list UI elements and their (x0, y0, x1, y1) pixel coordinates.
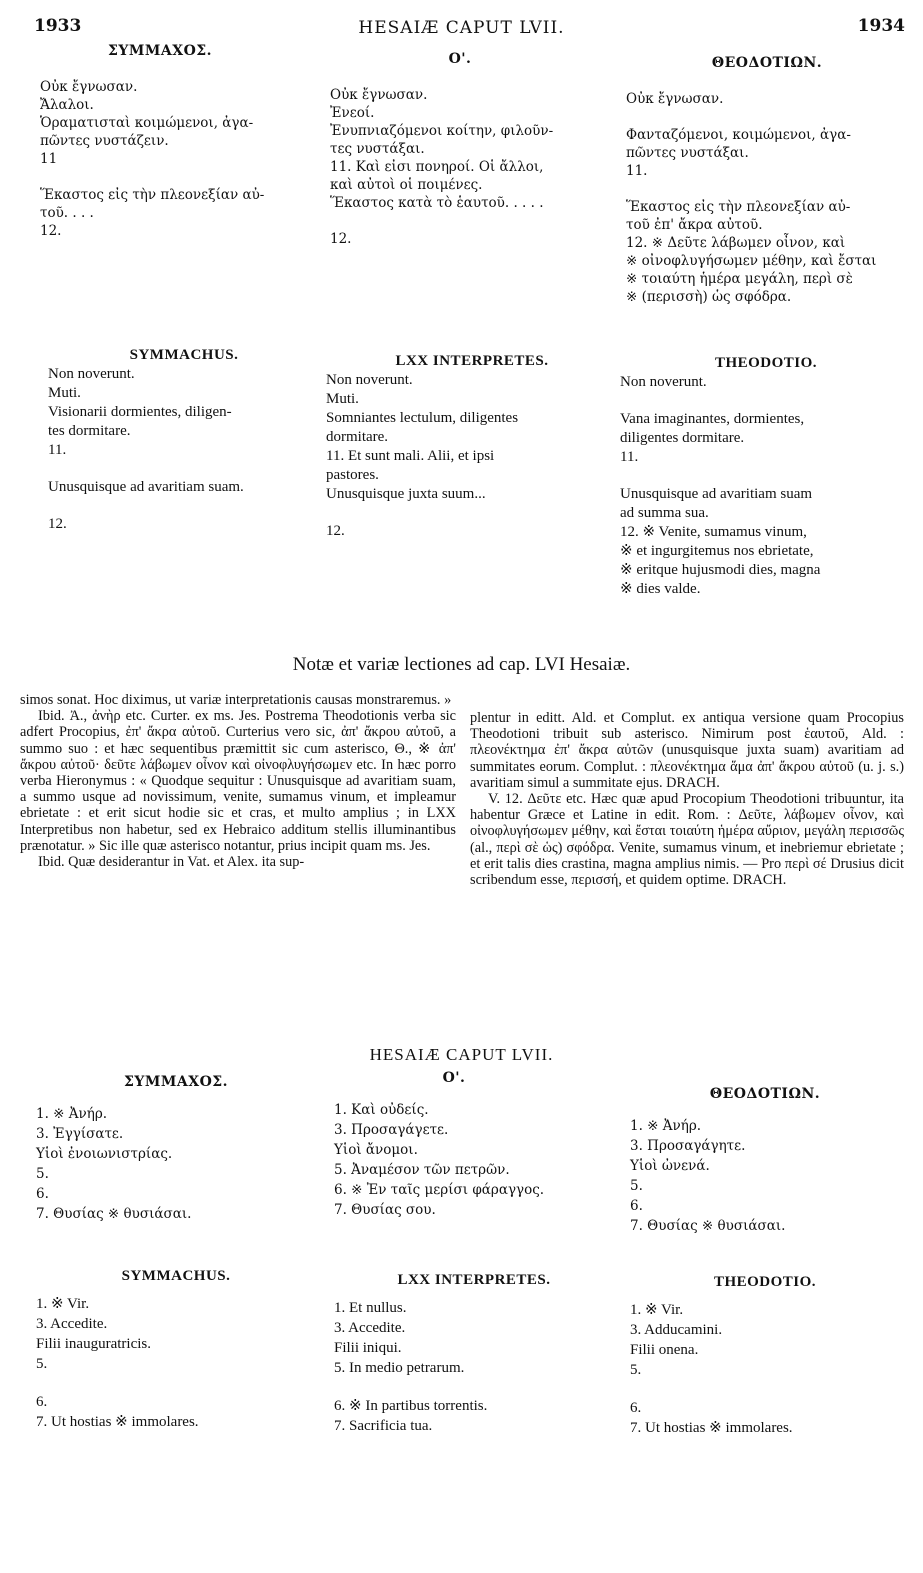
verse-lines (36, 1104, 316, 1224)
verse-line: 12. ※ Δεῦτε λάβωμεν οἶνον, καὶ (626, 235, 846, 251)
column-head: ΘΕΟΔΟΤΙΩΝ. (711, 55, 823, 71)
verse-line: 11. (48, 442, 67, 458)
verse-line: 12. ※ Venite, sumamus vinum, (620, 524, 807, 540)
verse-line: Οὐκ ἔγνωσαν. (626, 91, 724, 107)
verse-line: 6. (630, 1198, 643, 1214)
verse-line (620, 392, 912, 410)
column-head: SYMMACHUS. (121, 1268, 231, 1284)
verse-line: 1. Καὶ οὐδείς. (334, 1102, 429, 1118)
note-paragraphs (470, 710, 904, 888)
page-number-right: 1934 (857, 16, 905, 36)
verse-line (620, 467, 912, 485)
verse-line: τοῦ. . . . (40, 205, 94, 221)
verse-line: τες νυστάξαι. (330, 141, 425, 157)
verse-line: 12. (40, 223, 62, 239)
page-number-left: 1933 (34, 16, 82, 36)
verse-line: 7. Sacrificia tua. (334, 1418, 433, 1434)
verse-lines (326, 371, 618, 541)
verse-lines (36, 1294, 316, 1432)
column-head: THEODOTIO. (713, 1274, 817, 1290)
verse-line: ※ (περισσὴ) ὡς σφόδρα. (626, 289, 792, 305)
verse-line: 5. In medio petrarum. (334, 1360, 465, 1376)
notes-right-column (470, 710, 904, 888)
verse-line: Υἱοὶ ἄνομοι. (334, 1142, 418, 1158)
column-head: THEODOTIO. (714, 355, 818, 371)
verse-line: Non noverunt. (620, 374, 707, 390)
note-paragraphs (20, 692, 456, 870)
notes-title: Notæ et variæ lectiones ad cap. LVI Hesaiæ. (292, 654, 631, 675)
note-paragraph: V. 12. Δεῦτε etc. Hæc quæ apud Procopium Theodotioni tribuuntur, ita habentur Græce et Latine in edit. Rom. : Δεῦτε, λάβωμεν οἶνον, καὶ οἰνοφλυγήσωμεν μέθην, καὶ ἔσται τοιαύτη ἡμέρα αὔριον, μεγάλη περισσῶς (al., περὶ σὲ ὡς) σφόδρα. Venite, sumamus vinum, et inebriemur ebrietate ; et erit talis dies crastina, magna amplius nimis. — Pro περὶ σέ Drusius dicit scribendum esse, περισσή, et quidem optime. DRACH. (470, 791, 904, 889)
verse-line: Non noverunt. (326, 372, 413, 388)
bottom-greek-lxx (334, 1068, 614, 1220)
verse-line: dormitare. (326, 429, 389, 445)
verse-line: 3. Προσαγάγετε. (334, 1122, 449, 1138)
verse-line: πῶντες νυστάξαι. (626, 145, 749, 161)
verse-lines (630, 1116, 900, 1236)
verse-line: Ὁραματισταὶ κοιμώμενοι, ἀγα- (40, 115, 254, 131)
verse-line: 3. Προσαγάγητε. (630, 1138, 746, 1154)
verse-line (626, 108, 908, 126)
verse-line: Filii iniqui. (334, 1340, 402, 1356)
column-head: LXX INTERPRETES. (397, 1272, 551, 1288)
verse-lines (334, 1298, 614, 1436)
verse-line (626, 180, 908, 198)
verse-line: 7. Θυσίας ※ θυσιάσαι. (630, 1218, 786, 1234)
bottom-latin-theodotion (630, 1272, 900, 1438)
verse-line: Υἱοὶ ἐνοιωνιστρίας. (36, 1146, 173, 1162)
verse-line: 3. Adducamini. (630, 1322, 723, 1338)
verse-line: 6. (36, 1186, 49, 1202)
verse-line: ※ οἰνοφλυγήσωμεν μέθην, καὶ ἔσται (626, 253, 877, 269)
verse-line (334, 1378, 614, 1396)
verse-line (630, 1380, 900, 1398)
verse-line: 11. Et sunt mali. Alii, et ipsi (326, 448, 495, 464)
verse-line: Filii onena. (630, 1342, 699, 1358)
verse-lines (620, 373, 912, 599)
verse-line: 5. (630, 1178, 643, 1194)
bottom-latin-lxx (334, 1270, 614, 1436)
verse-lines (40, 78, 320, 240)
verse-line: 6. ※ Ἐν ταῖς μερίσι φάραγγος. (334, 1182, 545, 1198)
bottom-greek-theodotion (630, 1084, 900, 1236)
bottom-latin-symmachus (36, 1266, 316, 1432)
top-greek-symmachus (40, 42, 320, 240)
verse-line: Visionarii dormientes, diligen- (48, 404, 232, 420)
verse-line: 11 (40, 151, 58, 167)
verse-line: 1. ※ Vir. (36, 1296, 90, 1312)
column-head: SYMMACHUS. (129, 347, 239, 363)
verse-line: 7. Ut hostias ※ immolares. (630, 1420, 793, 1436)
verse-line: 11. (626, 163, 648, 179)
verse-line: 5. (36, 1356, 48, 1372)
column-head: ΣΥΜΜΑΧΟΣ. (123, 1074, 229, 1090)
verse-line: pastores. (326, 467, 379, 483)
verse-line: 3. Accedite. (334, 1320, 406, 1336)
verse-line: ※ eritque hujusmodi dies, magna (620, 562, 821, 578)
verse-line: 1. Et nullus. (334, 1300, 407, 1316)
verse-line: Ἕκαστος κατὰ τὸ ἑαυτοῦ. . . . . (330, 195, 544, 211)
verse-line: Υἱοὶ ὠνενά. (630, 1158, 710, 1174)
verse-line: Non noverunt. (48, 366, 135, 382)
verse-line: Muti. (326, 391, 359, 407)
verse-line: Unusquisque ad avaritiam suam. (48, 479, 244, 495)
verse-line: πῶντες νυστάζειν. (40, 133, 169, 149)
verse-line: ※ et ingurgitemus nos ebrietate, (620, 543, 814, 559)
running-head: HESAIÆ CAPUT LVII. (358, 18, 565, 38)
section-heading: HESAIÆ CAPUT LVII. (369, 1045, 554, 1064)
verse-lines (48, 365, 320, 534)
verse-line: Ἄλαλοι. (40, 97, 94, 113)
verse-line: Unusquisque juxta suum... (326, 486, 486, 502)
verse-line: 5. (630, 1362, 642, 1378)
verse-line: Οὐκ ἔγνωσαν. (40, 79, 138, 95)
verse-line: 1. ※ Ἀνήρ. (630, 1118, 702, 1134)
note-paragraph: simos sonat. Hoc diximus, ut variæ interpretationis causas monstraremus. » (20, 692, 452, 708)
top-greek-theodotion (626, 54, 908, 306)
verse-line: Ἐνεοί. (330, 105, 375, 121)
column-head: ΣΥΜΜΑΧΟΣ. (107, 43, 213, 59)
verse-line: Φανταζόμενοι, κοιμώμενοι, ἀγα- (626, 127, 851, 143)
note-paragraph: Ibid. Ἀ., ἀνὴρ etc. Curter. ex ms. Jes. Postrema Theodotionis verba sic adfert Procopius, ἐπ' ἄκρα αὐτοῦ. Curterius vero sic, ἀπ' ἄκρου αὐτοῦ, a summo suo : et hæc sequentibus præmittit sic cum asterisco, Θ., ※ ἀπ' ἄκρου αὐτοῦ· δεῦτε λάβωμεν οἶνον καὶ οἰνοφλυγήσωμεν etc. In hæc porro verba Hieronymus : « Quodque sequitur : Unusquisque ad avaritiam suam, a summo usque ad novissimum, venite, sumamus vinum, et impleamur ebrietate : et erit sicut hodie sic et cras, et multo amplius ; in LXX Interpretibus non habetur, sed ex Hebraico additum stellis illuminantibus prænotatur. » Sic ille quæ asterisco notantur, prius incipit quam ms. Jes. (20, 708, 456, 854)
verse-line: Vana imaginantes, dormientes, (620, 411, 805, 427)
notes-left-column (20, 692, 456, 870)
verse-line: 7. Θυσίας σου. (334, 1202, 436, 1218)
column-head: Ο'. (442, 1070, 466, 1086)
top-greek-lxx (330, 50, 620, 248)
verse-line: καὶ αὐτοὶ οἱ ποιμένες. (330, 177, 483, 193)
bottom-greek-symmachus (36, 1072, 316, 1224)
verse-line: 1. ※ Vir. (630, 1302, 684, 1318)
verse-line: Muti. (48, 385, 81, 401)
verse-line: 12. (326, 523, 345, 539)
top-latin-symmachus (48, 346, 320, 534)
verse-line: 11. (620, 449, 639, 465)
verse-line: Οὐκ ἔγνωσαν. (330, 87, 428, 103)
verse-line (48, 460, 320, 478)
verse-lines (330, 86, 620, 248)
verse-line: 6. (630, 1400, 642, 1416)
verse-line (48, 497, 320, 515)
verse-line: 3. Ἐγγίσατε. (36, 1126, 124, 1142)
verse-line: ※ dies valde. (620, 581, 701, 597)
verse-line: Filii inauguratricis. (36, 1336, 151, 1352)
verse-line: 7. Θυσίας ※ θυσιάσαι. (36, 1206, 192, 1222)
top-latin-lxx (326, 352, 618, 541)
verse-line: 7. Ut hostias ※ immolares. (36, 1414, 199, 1430)
verse-lines (626, 90, 908, 306)
verse-line: ad summa sua. (620, 505, 709, 521)
verse-line: τοῦ ἐπ' ἄκρα αὐτοῦ. (626, 217, 763, 233)
column-head: Ο'. (448, 51, 472, 67)
verse-line: Somniantes lectulum, diligentes (326, 410, 519, 426)
column-head: LXX INTERPRETES. (395, 353, 549, 369)
verse-lines (630, 1300, 900, 1438)
verse-line: 5. (36, 1166, 49, 1182)
verse-line: Ἐνυπνιαζόμενοι κοίτην, φιλοῦν- (330, 123, 554, 139)
verse-line: 5. Ἀναμέσον τῶν πετρῶν. (334, 1162, 510, 1178)
verse-line: 1. ※ Ἀνήρ. (36, 1106, 108, 1122)
verse-line (326, 504, 618, 522)
verse-line: ※ τοιαύτη ἡμέρα μεγάλη, περὶ σὲ (626, 271, 853, 287)
verse-line: 6. (36, 1394, 48, 1410)
verse-line: Unusquisque ad avaritiam suam (620, 486, 813, 502)
verse-line: 11. Καὶ εἰσι πονηροί. Οἱ ἄλλοι, (330, 159, 544, 175)
note-paragraph: Ibid. Quæ desiderantur in Vat. et Alex. ita sup- (38, 854, 305, 871)
verse-line: diligentes dormitare. (620, 430, 745, 446)
top-latin-theodotion (620, 354, 912, 599)
verse-line: tes dormitare. (48, 423, 131, 439)
verse-line (40, 168, 320, 186)
verse-line: Ἕκαστος εἰς τὴν πλεονεξίαν αὐ- (40, 187, 265, 203)
verse-line: 3. Accedite. (36, 1316, 108, 1332)
verse-line (330, 212, 620, 230)
column-head: ΘΕΟΔΟΤΙΩΝ. (709, 1086, 821, 1102)
verse-line: 12. (330, 231, 352, 247)
verse-line: 12. (48, 516, 67, 532)
verse-line (36, 1374, 316, 1392)
verse-line: 6. ※ In partibus torrentis. (334, 1398, 488, 1414)
verse-line: Ἕκαστος εἰς τὴν πλεονεξίαν αὐ- (626, 199, 851, 215)
verse-lines (334, 1100, 614, 1220)
note-paragraph: plentur in editt. Ald. et Complut. ex antiqua versione quam Procopius Theodotioni tribuit sub asterisco. Nimirum post ἑαυτοῦ, Ald. : πλεονέκτημα ἐπ' ἄκρα αὐτῶν (unusquisque juxta suam) avaritiam ad summitates eorum. Complut. : πλεονέκτημα ἅμα ἀπ' ἄκρου αὐτοῦ (u. j. s.) avaritiam simul a summitate ejus. DRACH. (470, 710, 904, 791)
